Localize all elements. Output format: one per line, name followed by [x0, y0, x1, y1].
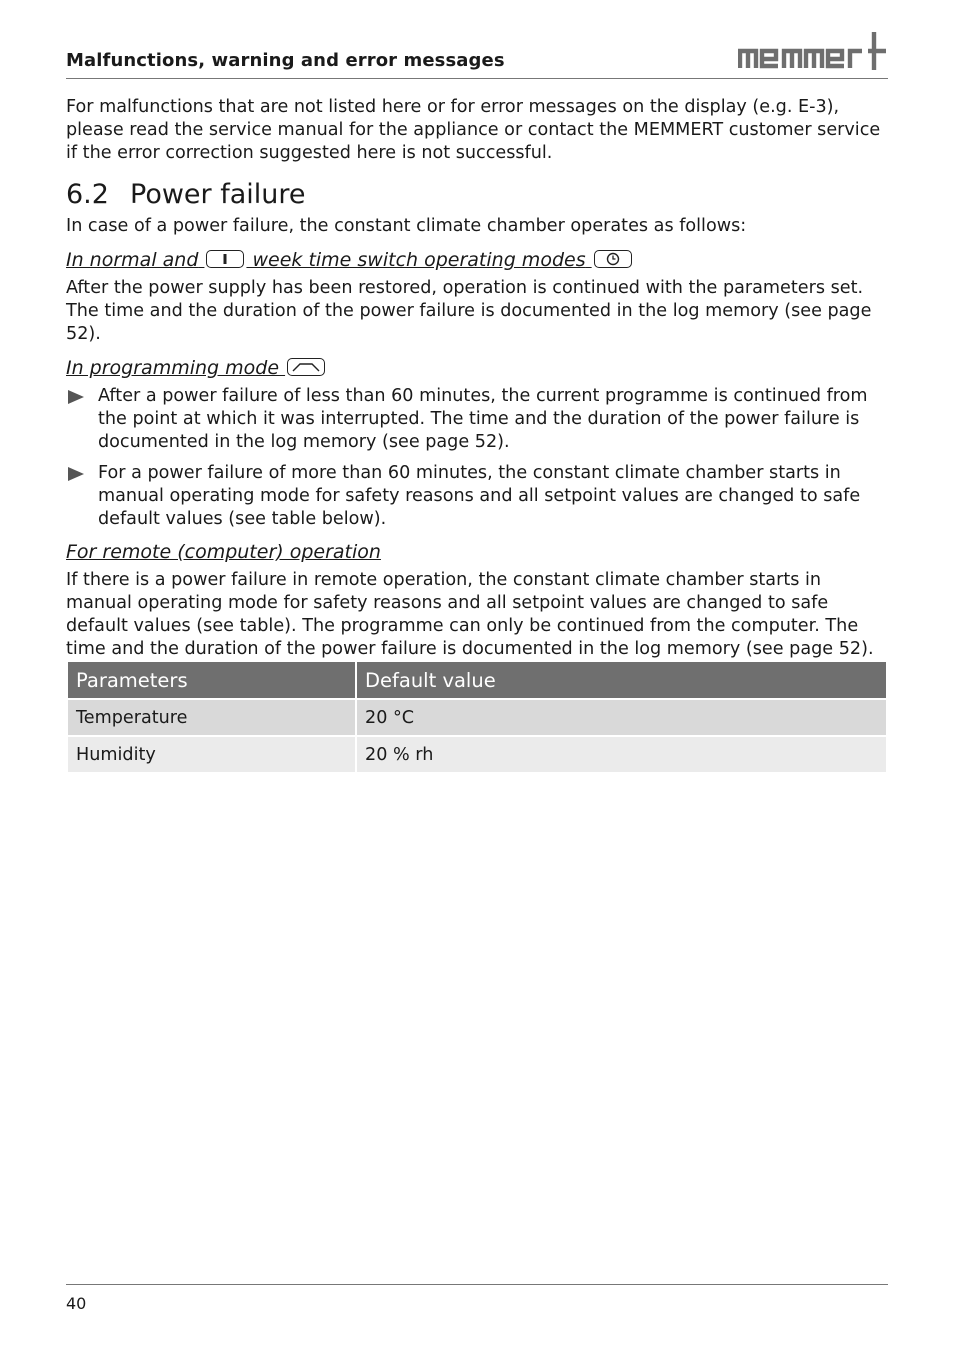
remote-text: If there is a power failure in remote operation, the constant climate chamber starts in manual operating mode for safety reasons and all setpoint values are changed to safe default values (see table). The programme can only be continued from the computer. The time and the duration of the power failure is documented in the log memory (see page 52). — [66, 570, 874, 659]
normal-mode-heading — [66, 247, 890, 273]
table-cell-value: 20 °C — [357, 700, 886, 735]
clock-mode-icon — [594, 250, 632, 268]
table-cell-parameter: Temperature — [68, 700, 355, 735]
list-item — [66, 462, 890, 531]
section-title: Power failure — [130, 179, 306, 210]
normal-mode-heading-part2: week time switch operating modes — [252, 249, 586, 271]
page-header-title: Malfunctions, warning and error messages — [66, 50, 505, 71]
column-header-parameters: Parameters — [68, 662, 355, 698]
programming-mode-heading — [66, 355, 890, 381]
table-row — [68, 700, 886, 735]
programming-mode-list — [66, 385, 890, 531]
normal-mode-heading-part1: In normal and — [66, 249, 199, 271]
table-cell-value: 20 % rh — [357, 737, 886, 772]
list-item-text: After a power failure of less than 60 minutes, the current programme is continued from the point at which it was interrupted. The time and the duration of the power failure is documented in the log memory (see page 52). — [98, 386, 868, 452]
programming-mode-heading-text: In programming mode — [66, 357, 280, 379]
table-header-row — [68, 662, 886, 698]
section-heading — [66, 178, 890, 212]
page-content — [66, 96, 890, 661]
bullet-arrow-icon — [68, 467, 84, 481]
manual-mode-icon — [206, 250, 244, 268]
bullet-arrow-icon — [68, 390, 84, 404]
table-cell-parameter: Humidity — [68, 737, 355, 772]
column-header-default-value: Default value — [357, 662, 886, 698]
memmert-logo — [738, 30, 888, 72]
table-row — [68, 737, 886, 772]
section-lead: In case of a power failure, the constant climate chamber operates as follows: — [66, 216, 747, 236]
default-values-table — [66, 660, 888, 774]
header-divider — [66, 78, 888, 79]
footer-divider — [66, 1284, 888, 1285]
list-item-text: For a power failure of more than 60 minutes, the constant climate chamber starts in manual operating mode for safety reasons and all setpoint values are changed to safe default values (see table below). — [98, 463, 861, 529]
intro-paragraph: For malfunctions that are not listed here or for error messages on the display (e.g. E-3), please read the service manual for the appliance or contact the MEMMERT customer service if the error correction suggested here is not successful. — [66, 97, 881, 163]
list-item — [66, 385, 890, 454]
normal-mode-text: After the power supply has been restored, operation is continued with the parameters set. The time and the duration of the power failure is documented in the log memory (see page 52). — [66, 278, 872, 344]
section-number: 6.2 — [66, 179, 109, 210]
program-curve-icon — [287, 358, 325, 376]
page-number: 40 — [66, 1294, 87, 1313]
remote-heading: For remote (computer) operation — [66, 541, 381, 563]
